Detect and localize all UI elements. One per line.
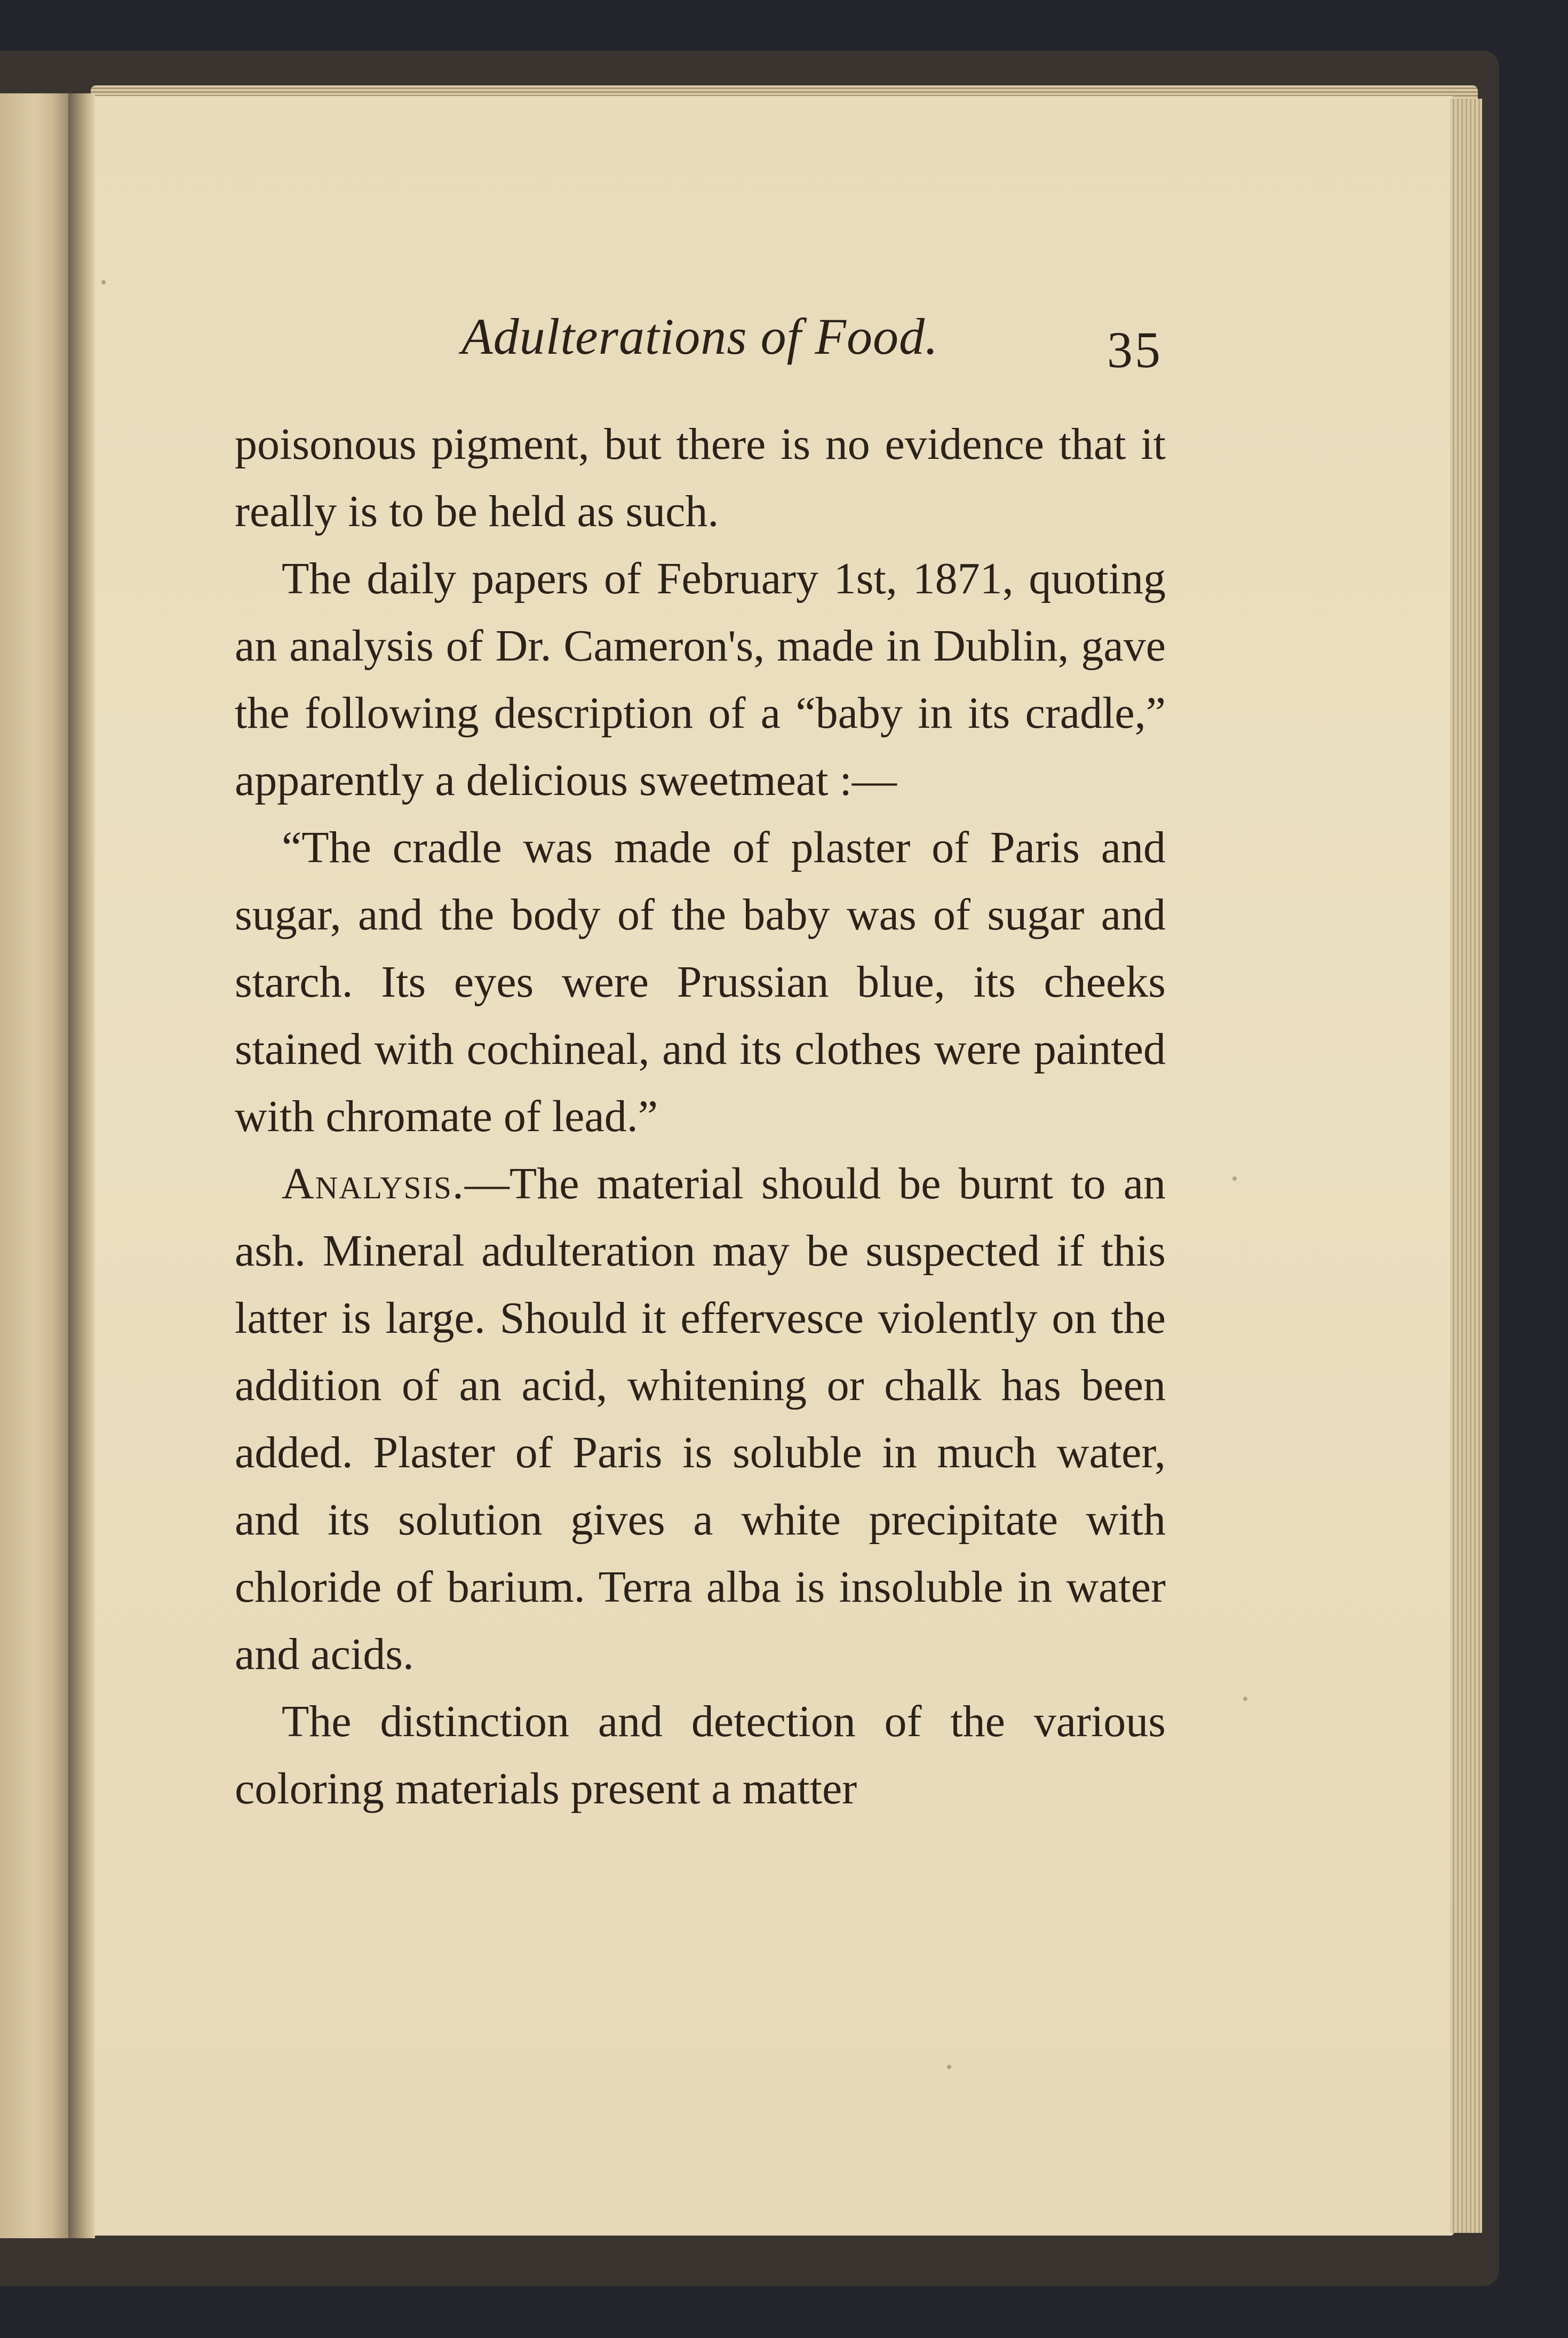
paragraph: poisonous pigment, but there is no evidence that it really is to be held as such. [235,419,1166,536]
paragraph: The distinction and detection of the various coloring materials present a matter [235,1697,1166,1814]
paragraph-quote: “The cradle was made of plaster of Paris and sugar, and the body of the baby was of sugar and starch. Its eyes were Prussian blue, its cheeks stained with cochineal, and its clothes were painted with chromate of lead.” [235,823,1166,1141]
page-number: 35 [1107,321,1163,378]
page-speck [101,280,106,284]
paragraph-analysis [235,1150,1166,1688]
page-speck [947,2065,951,2069]
paragraph: The daily papers of February 1st, 1871, quoting an analysis of Dr. Cameron's, made in Dublin, gave the following description of a “baby in its cradle,” apparently a delicious sweetmeat :— [235,554,1166,805]
paragraph-analysis-text: —The material should be burnt to an ash. Mineral adulteration may be suspected if this latter is large. Should it effervesce violently on the addition of an acid, whitening or chalk has been added. Plaster of Paris is soluble in much water, and its solution gives a white precipitate with chloride of barium. Terra alba is insoluble in water and acids. [235,1159,1166,1679]
running-head [0,307,1568,378]
left-page-edge [0,93,75,2238]
page-speck [1243,1697,1247,1701]
body-text [235,411,1166,1823]
running-title: Adulterations of Food. [461,308,938,365]
page-speck [1232,1176,1237,1181]
spine-gutter [68,93,95,2238]
section-lead: Analysis. [282,1159,465,1208]
fore-edge-pages [1450,99,1482,2233]
